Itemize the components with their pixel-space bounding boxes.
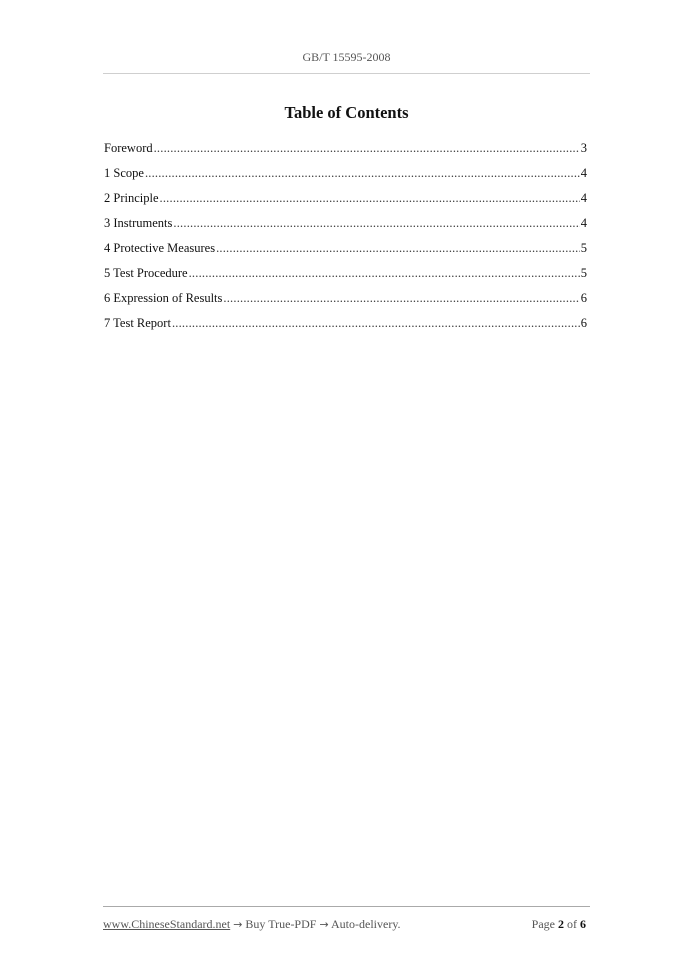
toc-entry-page: 6 (580, 291, 587, 305)
toc-entry-label: 1 Scope (104, 166, 144, 180)
toc-entry-label: 3 Instruments (104, 216, 173, 230)
toc-entry-label: Foreword (104, 141, 153, 155)
toc-entry-scope[interactable] (104, 165, 587, 190)
toc-entry-label: 6 Expression of Results (104, 291, 223, 305)
toc-entry-test-procedure[interactable] (104, 265, 587, 290)
toc-dot-leader (223, 290, 579, 306)
toc-entry-label: 5 Test Procedure (104, 266, 188, 280)
toc-entry-label: 2 Principle (104, 191, 159, 205)
footer-promo (103, 917, 401, 932)
toc-entry-page: 4 (580, 216, 587, 230)
page-header (103, 50, 590, 65)
site-link[interactable]: www.ChineseStandard.net (103, 917, 231, 931)
toc-entry-principle[interactable] (104, 190, 587, 215)
toc-dot-leader (189, 265, 580, 281)
toc-dot-leader (145, 165, 580, 181)
page-word: Page (531, 917, 555, 931)
toc-list (104, 140, 587, 340)
toc-title: Table of Contents (284, 103, 409, 122)
page-footer (103, 917, 586, 932)
toc-entry-label: 4 Protective Measures (104, 241, 216, 255)
toc-entry-page: 5 (580, 241, 587, 255)
buy-text: Buy True-PDF (245, 917, 317, 931)
header-divider (103, 73, 590, 74)
toc-entry-page: 6 (580, 316, 587, 330)
page-number (532, 917, 586, 932)
toc-entry-test-report[interactable] (104, 315, 587, 340)
toc-entry-protective-measures[interactable] (104, 240, 587, 265)
toc-entry-expression-of-results[interactable] (104, 290, 587, 315)
toc-entry-page: 4 (580, 166, 587, 180)
toc-entry-page: 4 (580, 191, 587, 205)
document-code: GB/T 15595-2008 (302, 50, 391, 64)
toc-dot-leader (172, 315, 580, 331)
current-page: 2 (558, 917, 564, 931)
total-pages: 6 (580, 917, 586, 931)
footer-divider (103, 906, 590, 907)
delivery-text: Auto-delivery. (331, 917, 401, 931)
toc-dot-leader (154, 140, 580, 156)
toc-entry-instruments[interactable] (104, 215, 587, 240)
toc-entry-label: 7 Test Report (104, 316, 171, 330)
arrow-right-icon: → (319, 918, 329, 931)
toc-dot-leader (216, 240, 580, 256)
toc-entry-page: 3 (580, 141, 587, 155)
of-word: of (567, 917, 577, 931)
toc-entry-foreword[interactable] (104, 140, 587, 165)
toc-dot-leader (173, 215, 579, 231)
toc-entry-page: 5 (580, 266, 587, 280)
toc-dot-leader (160, 190, 580, 206)
arrow-right-icon: → (233, 918, 243, 931)
